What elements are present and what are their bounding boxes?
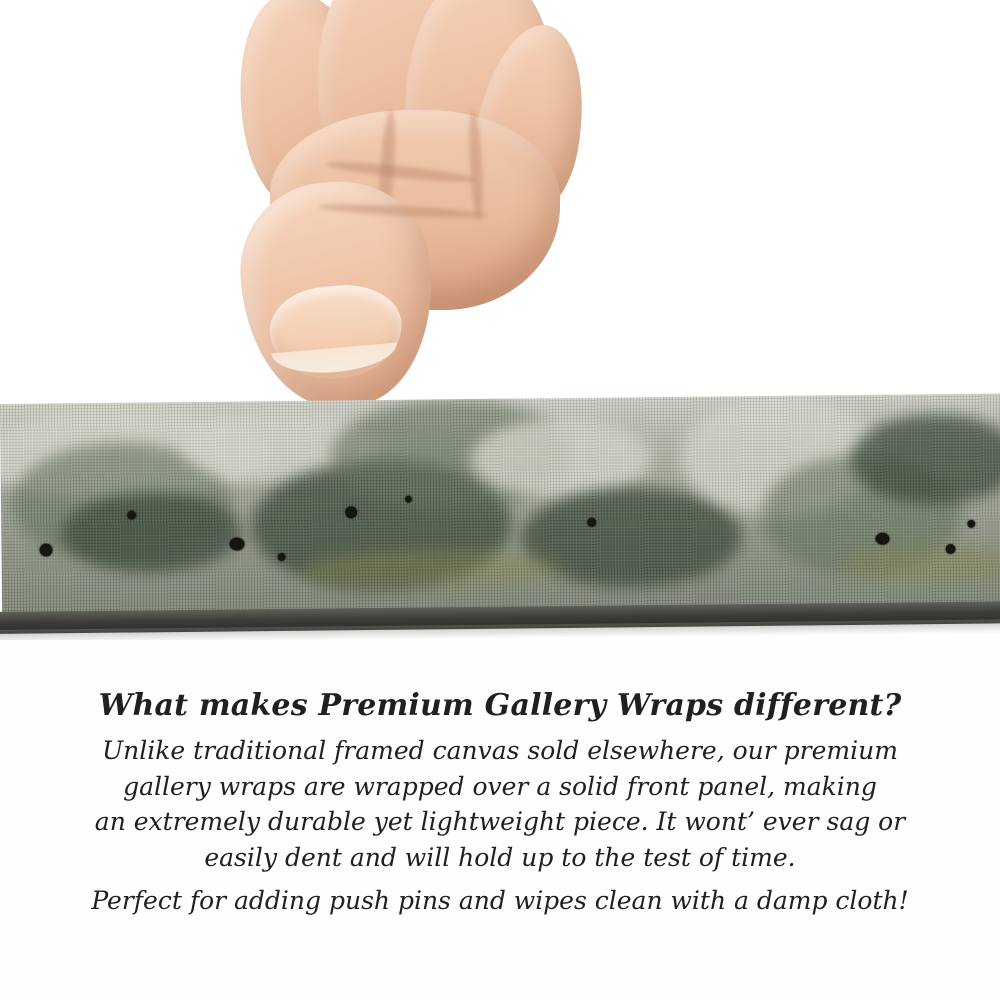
canvas-edge-strip (0, 394, 1000, 620)
texture-speck (229, 537, 244, 550)
copy-line-2: gallery wraps are wrapped over a solid front panel, making (123, 771, 877, 801)
texture-speck (967, 520, 975, 528)
texture-speck (345, 506, 357, 518)
texture-speck (587, 518, 596, 527)
marketing-copy (0, 688, 1000, 919)
texture-speck (946, 544, 956, 554)
texture-speck (875, 533, 889, 545)
copy-line-1: Unlike traditional framed canvas sold elsewhere, our premium (102, 736, 898, 765)
copy-line-5: Perfect for adding push pins and wipes clean with a damp cloth! (91, 886, 909, 915)
texture-speck (278, 553, 286, 561)
texture-speck (39, 543, 52, 556)
copy-heading: What makes Premium Gallery Wraps different? (98, 688, 902, 723)
copy-line-3: an extremely durable yet lightweight piece. It wont’ ever sag or (94, 807, 906, 836)
hand-illustration (120, 0, 580, 440)
texture-speck (405, 496, 412, 503)
copy-line-4: easily dent and will hold up to the test of time. (204, 842, 796, 872)
canvas-weave-texture (0, 394, 1000, 620)
texture-speck (127, 511, 136, 520)
